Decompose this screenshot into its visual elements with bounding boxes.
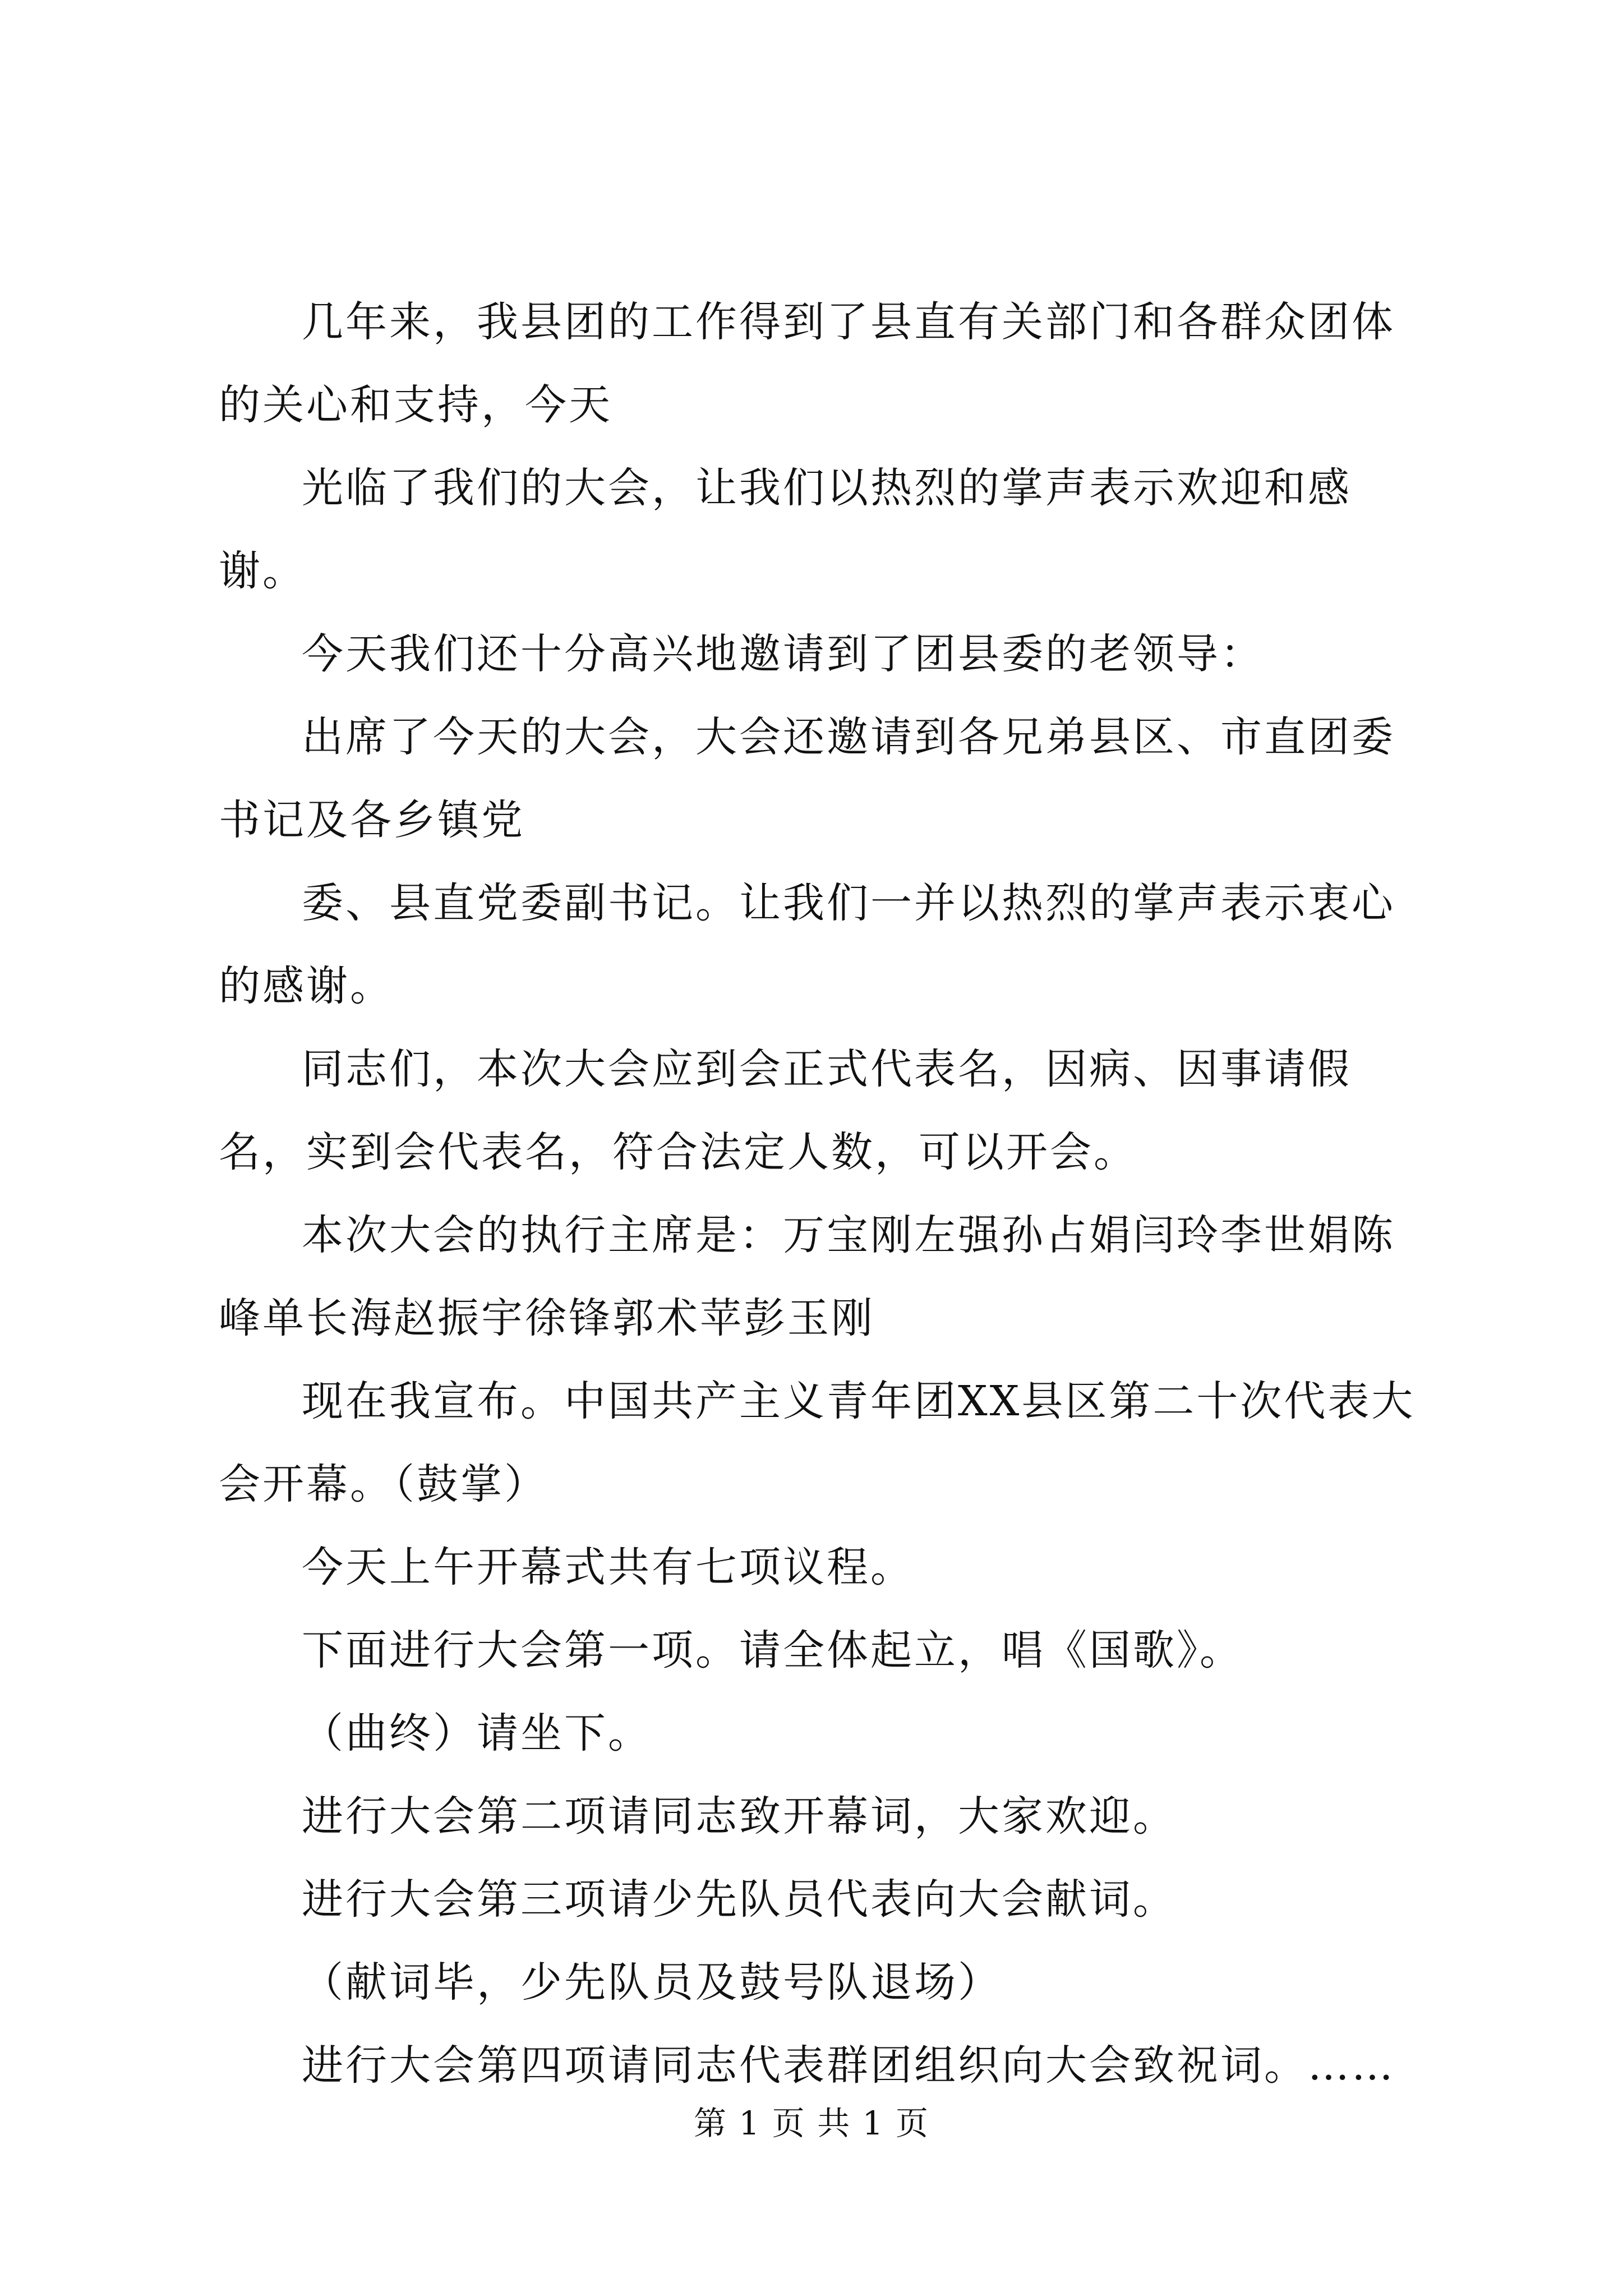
paragraph-7: 本次大会的执行主席是：万宝刚左强孙占娟闫玲李世娟陈峰单长海赵振宇徐锋郭术苹彭玉刚 — [219, 1211, 1395, 1342]
paragraph-14: （献词毕，少先队员及鼓号队退场） — [302, 1958, 1002, 2007]
paragraph-10: 下面进行大会第一项。请全体起立，唱《国歌》。 — [302, 1626, 1243, 1674]
paragraph-13: 进行大会第三项请少先队员代表向大会献词。 — [302, 1875, 1177, 1924]
paragraph-15: 进行大会第四项请同志代表群团组织向大会致祝词。…… — [302, 2041, 1395, 2090]
paragraph-1: 几年来，我县团的工作得到了县直有关部门和各群众团体的关心和支持，今天 — [219, 298, 1395, 429]
page-number-label: 第 1 页 共 1 页 — [694, 2104, 929, 2142]
page-footer — [0, 2101, 1623, 2146]
paragraph-12: 进行大会第二项请同志致开幕词，大家欢迎。 — [302, 1792, 1177, 1841]
paragraph-3: 今天我们还十分高兴地邀请到了团县委的老领导： — [302, 630, 1264, 678]
paragraph-5: 委、县直党委副书记。让我们一并以热烈的掌声表示衷心的感谢。 — [219, 879, 1395, 1010]
paragraph-6: 同志们，本次大会应到会正式代表名，因病、因事请假名，实到会代表名，符合法定人数，可以开会。 — [219, 1045, 1352, 1176]
paragraph-4: 出席了今天的大会，大会还邀请到各兄弟县区、市直团委书记及各乡镇党 — [219, 713, 1395, 844]
paragraph-11: （曲终）请坐下。 — [302, 1709, 652, 1757]
paragraph-8: 现在我宣布。中国共产主义青年团XX县区第二十次代表大会开幕。（鼓掌） — [219, 1377, 1415, 1508]
document-body — [219, 280, 1424, 2107]
paragraph-9: 今天上午开幕式共有七项议程。 — [302, 1543, 914, 1591]
paragraph-2: 光临了我们的大会，让我们以热烈的掌声表示欢迎和感谢。 — [219, 464, 1352, 595]
